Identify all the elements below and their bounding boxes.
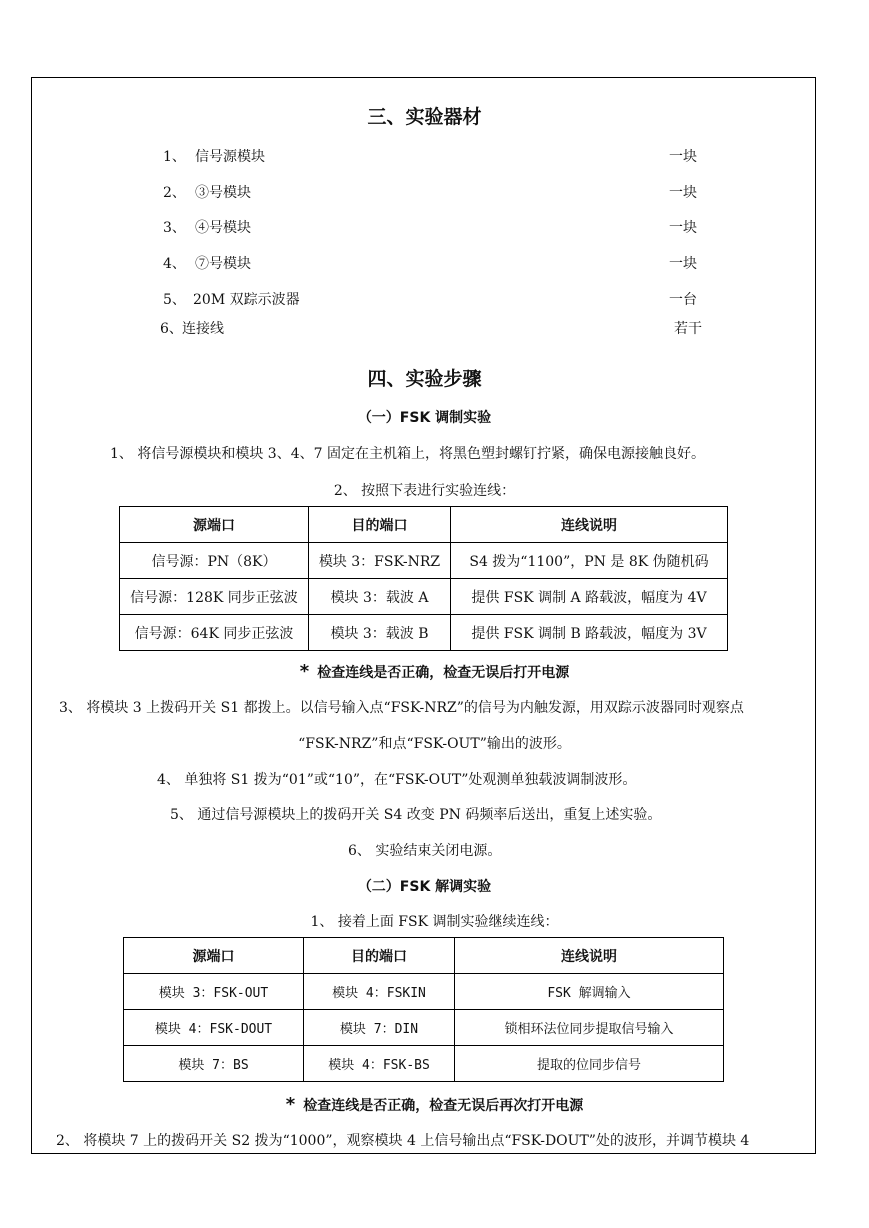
step-text: 1、 接着上面 FSK 调制实验继续连线：	[310, 914, 559, 930]
check-note	[0, 661, 869, 682]
step-text: 3、 将模块 3 上拨码开关 S1 都拨上。以信号输入点“FSK-NRZ”的信号为内触发源，用双踪示波器同时观察点	[59, 700, 744, 716]
table-cell: 模块 7：BS	[124, 1046, 304, 1082]
table-header: 连线说明	[451, 507, 728, 543]
table-row	[120, 543, 728, 579]
equipment-qty: 一块	[669, 256, 697, 272]
equipment-name: ③号模块	[195, 185, 251, 201]
equipment-qty: 若干	[674, 321, 702, 337]
subsection-title-fsk-modulation: （一）FSK 调制实验	[357, 410, 492, 426]
step-text: 2、 将模块 7 上的拨码开关 S2 拨为“1000”，观察模块 4 上信号输出点“FSK-DOUT”处的波形，并调节模块 4	[56, 1133, 750, 1149]
step-text: “FSK-NRZ”和点“FSK-OUT”输出的波形。	[298, 736, 571, 752]
table-cell: 模块 7：DIN	[304, 1010, 455, 1046]
section-title-equipment: 三、实验器材	[367, 106, 482, 128]
table-row	[120, 615, 728, 651]
table-cell: 锁相环法位同步提取信号输入	[455, 1010, 724, 1046]
check-note-text: 检查连线是否正确，检查无误后再次打开电源	[303, 1098, 584, 1114]
table-cell: 信号源：PN（8K）	[120, 543, 309, 579]
table-cell: S4 拨为“1100”，PN 是 8K 伪随机码	[451, 543, 728, 579]
table-row	[124, 1010, 724, 1046]
table-header: 源端口	[120, 507, 309, 543]
equipment-name: 20M 双踪示波器	[193, 292, 300, 308]
equipment-name: ④号模块	[195, 220, 251, 236]
table-cell: 模块 3：载波 A	[309, 579, 451, 615]
equipment-num: 4、	[163, 256, 186, 272]
subsection-title-fsk-demodulation: （二）FSK 解调实验	[357, 879, 492, 895]
check-note	[0, 1094, 869, 1115]
equipment-name: 信号源模块	[195, 149, 265, 165]
table-cell: 模块 4：FSK-BS	[304, 1046, 455, 1082]
step-text: 5、 通过信号源模块上的拨码开关 S4 改变 PN 码频率后送出，重复上述实验。	[170, 807, 662, 823]
connection-table-demod	[123, 937, 724, 1082]
step-text: 1、 将信号源模块和模块 3、4、7 固定在主机箱上，将黑色塑封螺钉拧紧，确保电源接触良好。	[110, 446, 705, 462]
table-cell: 模块 3：FSK-NRZ	[309, 543, 451, 579]
table-row	[124, 1046, 724, 1082]
section-title-steps: 四、实验步骤	[367, 368, 482, 390]
equipment-qty: 一块	[669, 220, 697, 236]
table-header: 目的端口	[304, 938, 455, 974]
equipment-qty: 一台	[669, 292, 697, 308]
step-text: 6、 实验结束关闭电源。	[348, 843, 502, 859]
star-mark: *	[285, 1094, 296, 1115]
table-header: 连线说明	[455, 938, 724, 974]
table-cell: 提取的位同步信号	[455, 1046, 724, 1082]
equipment-qty: 一块	[669, 149, 697, 165]
star-mark: *	[299, 661, 310, 682]
table-cell: FSK 解调输入	[455, 974, 724, 1010]
equipment-num: 2、	[163, 185, 186, 201]
table-cell: 模块 3：载波 B	[309, 615, 451, 651]
equipment-name: 连接线	[182, 321, 224, 337]
equipment-name: ⑦号模块	[195, 256, 251, 272]
table-row	[124, 974, 724, 1010]
equipment-num: 3、	[163, 220, 186, 236]
table-cell: 模块 4：FSKIN	[304, 974, 455, 1010]
equipment-num: 5、	[163, 292, 186, 308]
check-note-text: 检查连线是否正确，检查无误后打开电源	[317, 665, 570, 681]
table-row	[120, 579, 728, 615]
table-cell: 模块 4：FSK-DOUT	[124, 1010, 304, 1046]
step-text: 2、 按照下表进行实验连线：	[333, 483, 516, 499]
table-cell: 模块 3：FSK-OUT	[124, 974, 304, 1010]
table-cell: 提供 FSK 调制 A 路载波，幅度为 4V	[451, 579, 728, 615]
connection-table	[119, 506, 728, 651]
table-header: 目的端口	[309, 507, 451, 543]
table-cell: 信号源：128K 同步正弦波	[120, 579, 309, 615]
equipment-qty: 一块	[669, 185, 697, 201]
table-cell: 提供 FSK 调制 B 路载波，幅度为 3V	[451, 615, 728, 651]
step-text: 4、 单独将 S1 拨为“01”或“10”，在“FSK-OUT”处观测单独载波调制波形。	[157, 772, 637, 788]
equipment-num: 1、	[163, 149, 186, 165]
table-header: 源端口	[124, 938, 304, 974]
table-cell: 信号源：64K 同步正弦波	[120, 615, 309, 651]
equipment-num: 6、	[160, 321, 183, 337]
